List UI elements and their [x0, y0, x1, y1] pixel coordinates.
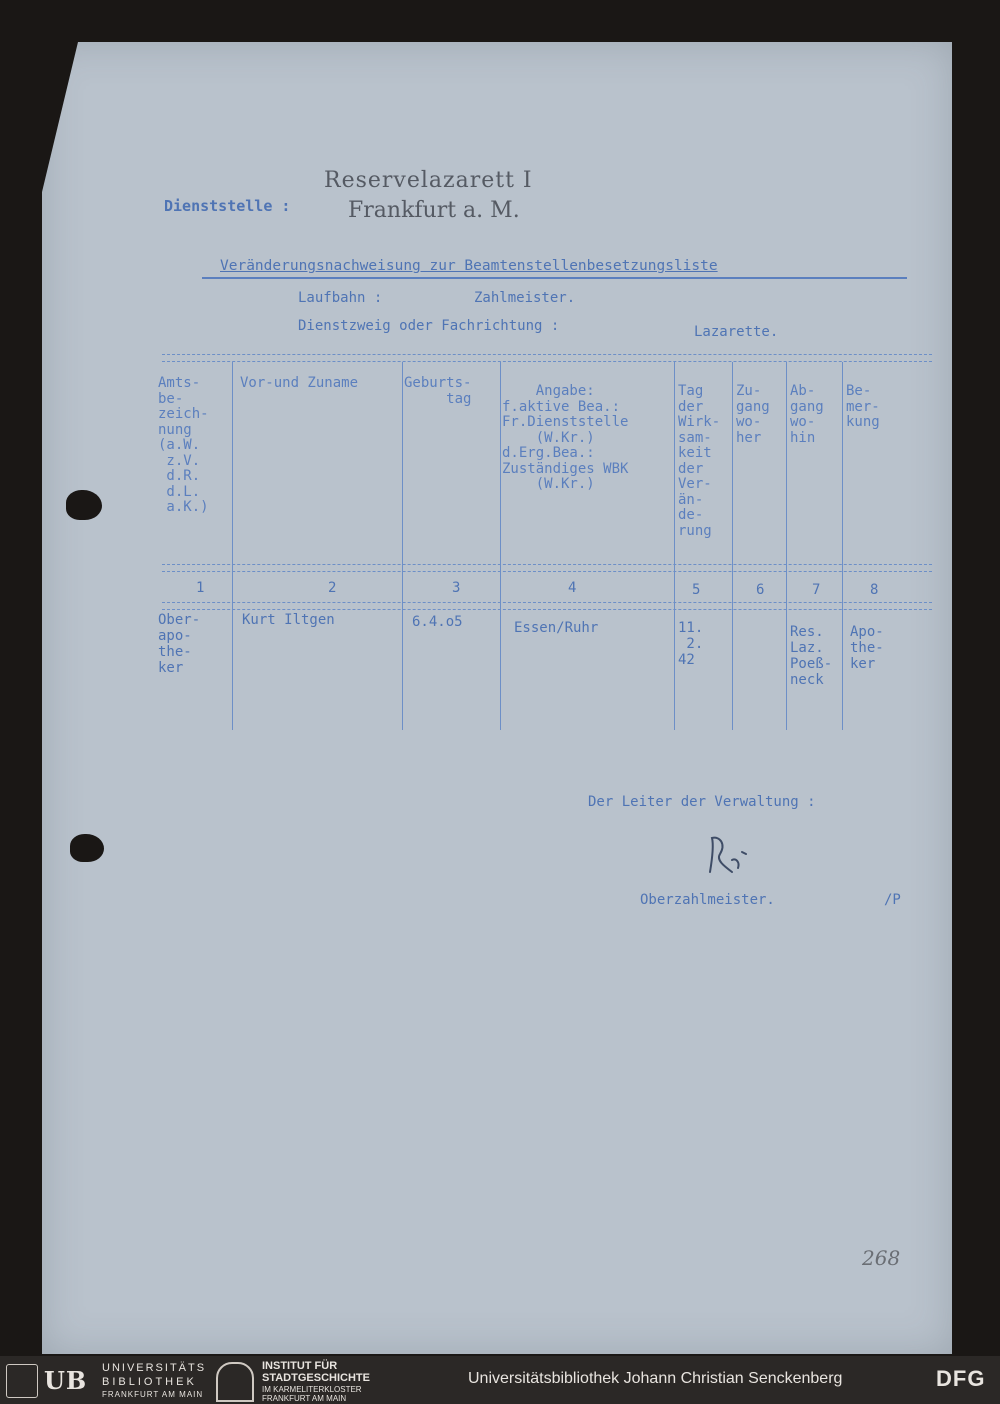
column-header-zugang: Zu- gang wo- her	[736, 383, 770, 446]
column-number: 3	[452, 580, 461, 596]
cell-abgang: Res. Laz. Poeß- neck	[790, 624, 833, 688]
column-number: 4	[568, 580, 577, 596]
handwritten-signature	[702, 832, 762, 882]
signature-label: Der Leiter der Verwaltung :	[588, 794, 816, 810]
dienststelle-label: Dienststelle :	[164, 197, 291, 215]
column-number: 8	[870, 582, 879, 598]
table-number-rule	[162, 602, 932, 610]
ub-line-3: FRANKFURT AM MAIN	[102, 1390, 204, 1399]
archive-footer	[0, 1356, 1000, 1404]
column-number: 2	[328, 580, 337, 596]
isg-line-4: FRANKFURT AM MAIN	[262, 1394, 347, 1403]
column-divider	[786, 362, 787, 730]
table-top-rule	[162, 354, 932, 362]
column-header-angabe: Angabe: f.aktive Bea.: Fr.Dienststelle (W.Kr.) d.Erg.Bea.: Zuständiges WBK (W.Kr.)	[502, 383, 629, 492]
signature-title: Oberzahlmeister.	[640, 892, 775, 908]
title-underline	[202, 277, 907, 279]
isg-logo-icon	[216, 1362, 254, 1402]
stamp-line-2: Frankfurt a. M.	[348, 198, 520, 223]
column-number: 6	[756, 582, 765, 598]
column-divider	[500, 362, 501, 730]
cell-geburtstag: 6.4.o5	[412, 614, 463, 630]
isg-line-3: IM KARMELITERKLOSTER	[262, 1385, 362, 1394]
cell-name: Kurt Iltgen	[242, 612, 335, 628]
column-header-tag: Tag der Wirk- sam- keit der Ver- än- de- rung	[678, 383, 721, 539]
dienstzweig-label: Dienstzweig oder Fachrichtung :	[298, 318, 560, 334]
stamp-line-1: Reservelazarett I	[324, 168, 533, 193]
column-number: 7	[812, 582, 821, 598]
cell-amtsbezeichnung: Ober- apo- the- ker	[158, 612, 201, 676]
dienstzweig-value: Lazarette.	[694, 324, 779, 340]
column-header-amtsbezeichnung: Amts- be- zeich- nung (a.W. z.V. d.R. d.L. a.K.)	[158, 375, 209, 515]
folded-corner	[42, 42, 78, 192]
column-divider	[402, 362, 403, 730]
ub-line-2: BIBLIOTHEK	[102, 1376, 197, 1388]
table-header-rule	[162, 564, 932, 572]
column-header-bemerkung: Be- mer- kung	[846, 383, 880, 430]
cell-bemerkung: Apo- the- ker	[850, 624, 884, 672]
dfg-logo: DFG	[936, 1366, 986, 1391]
footer-library-name: Universitätsbibliothek Johann Christian Senckenberg	[468, 1370, 843, 1387]
column-divider	[842, 362, 843, 730]
document-page	[42, 42, 952, 1354]
ub-logo-icon	[6, 1364, 38, 1398]
column-divider	[732, 362, 733, 730]
punch-hole	[66, 490, 102, 520]
column-header-geburtstag: Geburts- tag	[404, 375, 472, 407]
column-header-name: Vor-und Zuname	[240, 375, 359, 391]
punch-hole	[70, 834, 104, 862]
isg-line-2: STADTGESCHICHTE	[262, 1372, 370, 1384]
cell-tag: 11. 2. 42	[678, 620, 704, 668]
form-title: Veränderungsnachweisung zur Beamtenstellenbesetzungsliste	[220, 258, 718, 274]
laufbahn-value: Zahlmeister.	[474, 290, 576, 306]
signature-suffix: /P	[884, 892, 901, 908]
column-number: 1	[196, 580, 205, 596]
column-number: 5	[692, 582, 701, 598]
cell-angabe: Essen/Ruhr	[514, 620, 599, 636]
column-header-abgang: Ab- gang wo- hin	[790, 383, 824, 446]
column-divider	[232, 362, 233, 730]
ub-logo-mark: UB	[44, 1366, 88, 1395]
laufbahn-label: Laufbahn :	[298, 290, 383, 306]
page-number: 268	[862, 1246, 901, 1270]
isg-line-1: INSTITUT FÜR	[262, 1360, 338, 1372]
column-divider	[674, 362, 675, 730]
ub-line-1: UNIVERSITÄTS	[102, 1362, 207, 1374]
